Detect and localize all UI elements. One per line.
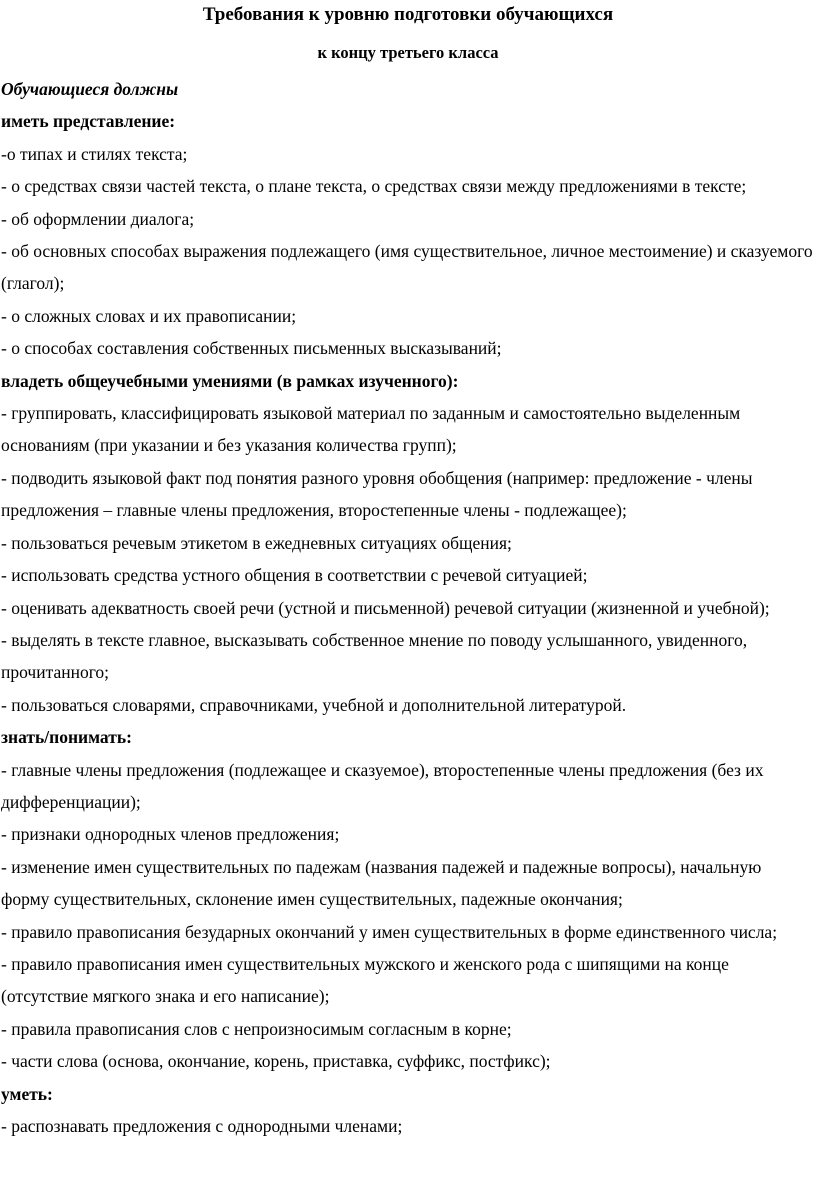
page-title: Требования к уровню подготовки обучающихся: [202, 4, 614, 25]
list-item: - правило правописания имен существительных мужского и женского рода с шипящими на конце (отсутствие мягкого знака и его написание);: [1, 953, 729, 1007]
list-item: - о сложных словах и их правописании;: [1, 305, 297, 326]
list-item: - использовать средства устного общения в соответствии с речевой ситуацией;: [1, 565, 588, 586]
page-subtitle: к концу третьего класса: [317, 43, 499, 62]
list-item: - об оформлении диалога;: [1, 208, 195, 229]
list-item: - пользоваться словарями, справочниками, учебной и дополнительной литературой.: [1, 694, 627, 715]
list-item: - о средствах связи частей текста, о плане текста, о средствах связи между предложениями в тексте;: [1, 176, 747, 197]
intro-line: Обучающиеся должны: [1, 79, 179, 99]
list-item: - оценивать адекватность своей речи (устной и письменной) речевой ситуации (жизненной и учебной);: [1, 597, 770, 618]
list-item: -о типах и стилях текста;: [1, 143, 188, 164]
section-heading: иметь представление:: [1, 111, 176, 132]
list-item: - об основных способах выражения подлежащего (имя существительное, личное местоимение) и сказуемого (глагол);: [1, 241, 813, 294]
list-item: - подводить языковой факт под понятия разного уровня обобщения (например: предложение - члены предложения – главные члены предложения, второстепенные члены - подлежащее);: [1, 467, 753, 521]
section-heading: владеть общеучебными умениями (в рамках изученного):: [1, 370, 459, 391]
list-item: - правило правописания безударных окончаний у имен существительных в форме единственного числа;: [1, 921, 778, 942]
section-heading: знать/понимать:: [1, 727, 132, 748]
list-item: - пользоваться речевым этикетом в ежедневных ситуациях общения;: [1, 532, 512, 553]
list-item: - признаки однородных членов предложения;: [1, 824, 340, 845]
document-body: [0, 73, 816, 1142]
list-item: - распознавать предложения с однородными членами;: [1, 1116, 403, 1136]
list-item: - главные члены предложения (подлежащее и сказуемое), второстепенные члены предложения (без их дифференциации);: [1, 759, 764, 812]
list-item: - правила правописания слов с непроизносимым согласным в корне;: [1, 1018, 512, 1039]
list-item: - выделять в тексте главное, высказывать собственное мнение по поводу услышанного, увиденного, прочитанного;: [1, 629, 748, 683]
list-item: - о способах составления собственных письменных высказываний;: [1, 338, 502, 359]
list-item: - части слова (основа, окончание, корень, приставка, суффикс, постфикс);: [1, 1051, 551, 1072]
list-item: - изменение имен существительных по падежам (названия падежей и падежные вопросы), начальную форму существительных, склонение имен существительных, падежные окончания;: [1, 856, 762, 910]
section-heading: уметь:: [1, 1083, 53, 1104]
list-item: - группировать, классифицировать языковой материал по заданным и самостоятельно выделенным основаниям (при указании и без указания количества групп);: [1, 403, 741, 456]
